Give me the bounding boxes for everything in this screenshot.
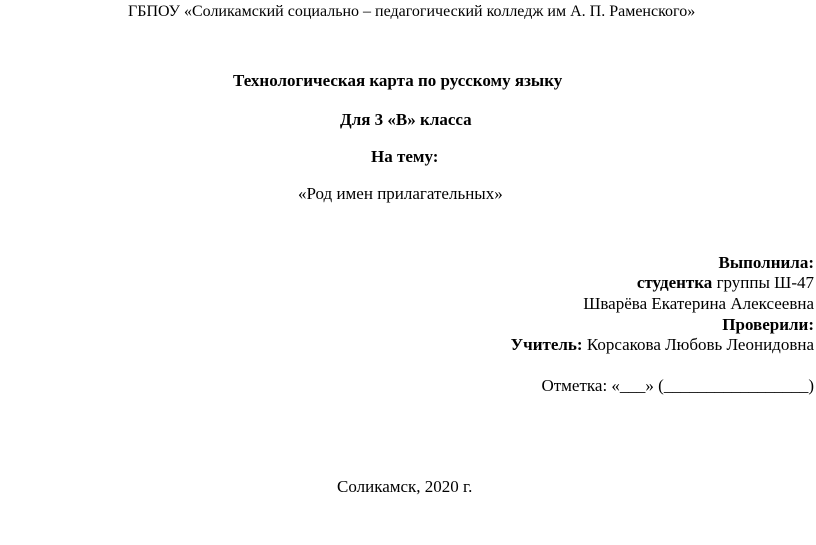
topic-label: На тему: — [371, 147, 439, 166]
institution-header: ГБПОУ «Соликамский социально – педагогический колледж им А. П. Раменского» — [128, 3, 696, 20]
student-name: Шварёва Екатерина Алексеевна — [583, 294, 814, 313]
document-title: Технологическая карта по русскому языку — [233, 71, 563, 90]
teacher-label: Учитель: — [510, 335, 583, 354]
student-group: группы Ш-47 — [716, 273, 814, 292]
student-label: студентка — [636, 273, 713, 292]
checked-label: Проверили: — [722, 315, 814, 334]
student-line — [637, 273, 814, 293]
city-year: Соликамск, 2020 г. — [337, 477, 473, 496]
teacher-name: Корсакова Любовь Леонидовна — [586, 335, 814, 354]
teacher-line — [511, 335, 814, 355]
performed-label: Выполнила: — [718, 253, 814, 272]
topic-text: «Род имен прилагательных» — [298, 184, 503, 203]
grade-line: Для 3 «В» класса — [340, 110, 472, 129]
grade-mark-line: Отметка: «___» (_________________) — [541, 376, 814, 395]
